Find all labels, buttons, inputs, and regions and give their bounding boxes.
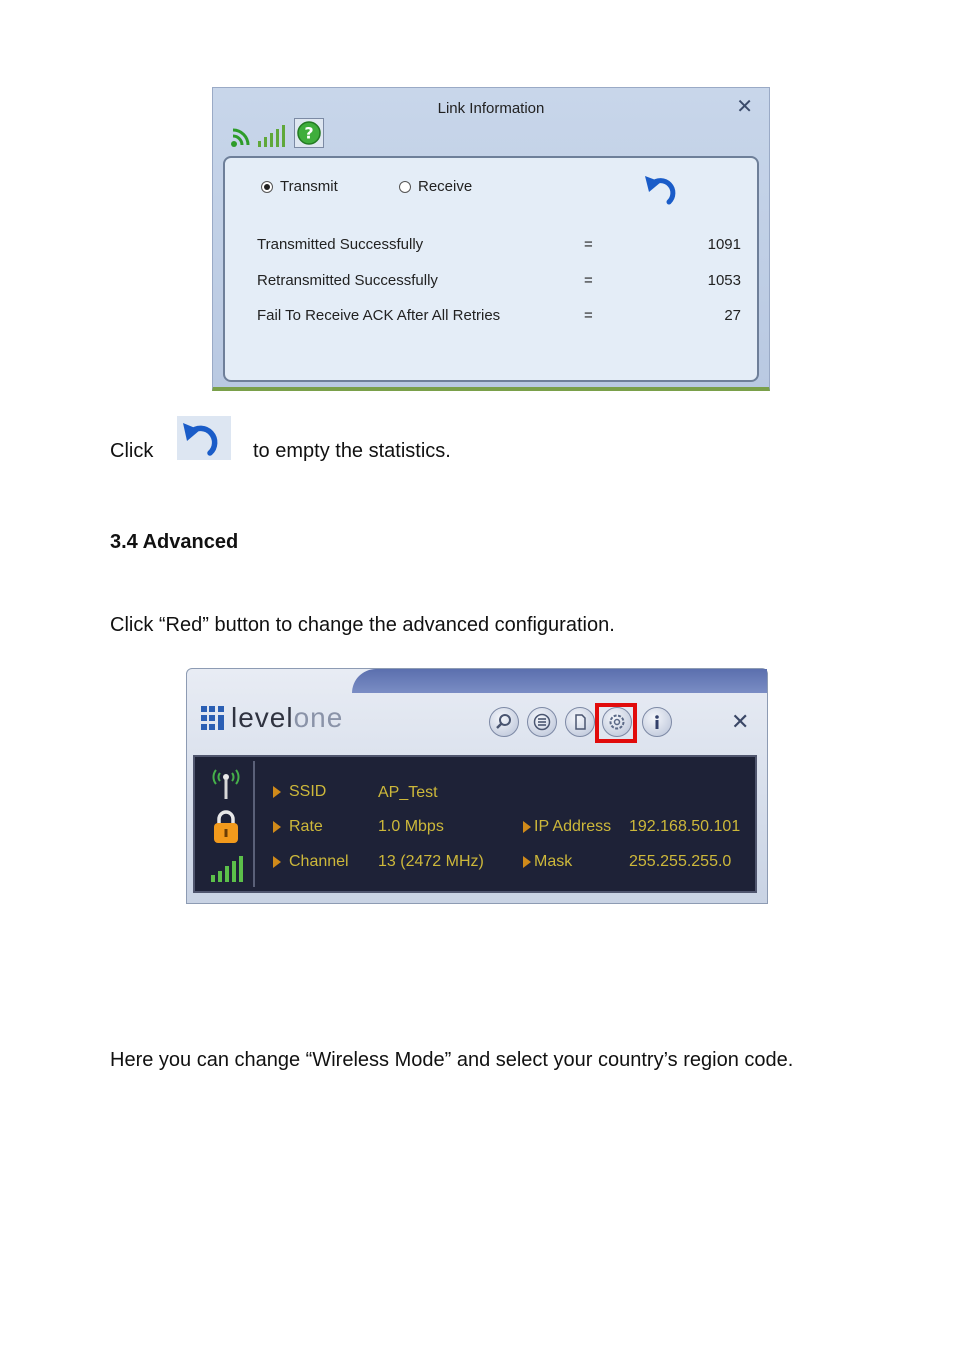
- click-word: Click: [110, 440, 154, 462]
- advanced-instruction: Click “Red” button to change the advanced configuration.: [110, 614, 615, 636]
- stat-label: Fail To Receive ACK After All Retries: [257, 307, 501, 324]
- stat-value: 1091: [707, 236, 741, 253]
- levelone-logo-icon: [201, 706, 225, 730]
- statistics-panel: [223, 156, 759, 382]
- link-information-window: [212, 87, 770, 391]
- mask-label: [523, 853, 572, 871]
- channel-label-text: Channel: [289, 853, 349, 870]
- site-survey-button[interactable]: [489, 707, 519, 737]
- stat-row-transmitted: [257, 236, 741, 256]
- stat-row-fail-ack: [257, 307, 741, 327]
- radio-unselected-icon: [399, 181, 411, 193]
- list-icon: [533, 713, 551, 731]
- status-sidebar: [199, 761, 255, 887]
- stat-value: 1053: [707, 272, 741, 289]
- brand-wordmark: [231, 702, 343, 734]
- transmit-radio[interactable]: [261, 178, 338, 195]
- reset-icon-image: [177, 416, 231, 460]
- magnifier-icon: [495, 713, 513, 731]
- arrow-icon: [523, 821, 531, 833]
- channel-value: 13 (2472 MHz): [378, 853, 484, 870]
- stat-value: 27: [724, 307, 741, 324]
- connection-status-panel: [193, 755, 757, 893]
- help-icon[interactable]: [294, 118, 324, 148]
- ip-address-value: 192.168.50.101: [629, 818, 741, 835]
- receive-radio[interactable]: [399, 178, 472, 195]
- about-button[interactable]: [642, 707, 672, 737]
- stat-row-retransmitted: [257, 272, 741, 292]
- info-icon: [648, 713, 666, 731]
- stat-equals: =: [584, 272, 593, 289]
- rate-label: [273, 818, 323, 836]
- reset-statistics-icon[interactable]: [643, 170, 683, 208]
- stat-equals: =: [584, 236, 593, 253]
- rate-value: 1.0 Mbps: [378, 818, 444, 835]
- reset-statistics-icon: [177, 416, 231, 460]
- arrow-icon: [523, 856, 531, 868]
- mask-label-text: Mask: [534, 853, 573, 870]
- lock-icon: [210, 809, 242, 845]
- title-bar-tab: [352, 669, 767, 693]
- document-icon: [571, 713, 589, 731]
- wifi-signal-icon: [230, 126, 252, 148]
- brand-one: one: [293, 702, 344, 733]
- radio-selected-icon: [261, 181, 273, 193]
- ip-address-label: [523, 818, 611, 836]
- arrow-icon: [273, 786, 281, 798]
- transmit-label: Transmit: [280, 178, 338, 195]
- close-button[interactable]: ✕: [731, 709, 750, 734]
- stat-label: Retransmitted Successfully: [257, 272, 438, 289]
- reset-sentence: to empty the statistics.: [253, 440, 451, 462]
- mask-value: 255.255.255.0: [629, 853, 732, 870]
- svg-text:?: ?: [304, 123, 314, 143]
- window-title: Link Information: [437, 100, 545, 117]
- receive-label: Receive: [418, 178, 473, 195]
- signal-bars-icon: [209, 855, 247, 883]
- link-information-button[interactable]: [565, 707, 595, 737]
- section-heading: 3.4 Advanced: [110, 531, 239, 553]
- levelone-utility-window: [186, 668, 768, 904]
- brand-level: level: [231, 702, 294, 733]
- rate-label-text: Rate: [289, 818, 323, 835]
- arrow-icon: [273, 856, 281, 868]
- red-highlight-box: [595, 703, 637, 743]
- wireless-mode-sentence: Here you can change “Wireless Mode” and select your country’s region code.: [110, 1049, 794, 1071]
- ssid-label-text: SSID: [289, 783, 327, 800]
- ssid-value: AP_Test: [378, 784, 438, 801]
- stat-label: Transmitted Successfully: [257, 236, 424, 253]
- stat-equals: =: [584, 307, 593, 324]
- antenna-icon: [209, 767, 243, 801]
- levelone-logo: [201, 702, 343, 734]
- close-button[interactable]: ✕: [736, 96, 753, 118]
- profile-list-button[interactable]: [527, 707, 557, 737]
- arrow-icon: [273, 821, 281, 833]
- ip-address-label-text: IP Address: [534, 818, 612, 835]
- status-icons: [230, 118, 324, 148]
- signal-bars-icon: [256, 124, 290, 148]
- channel-label: [273, 853, 349, 871]
- ssid-label: [273, 783, 326, 801]
